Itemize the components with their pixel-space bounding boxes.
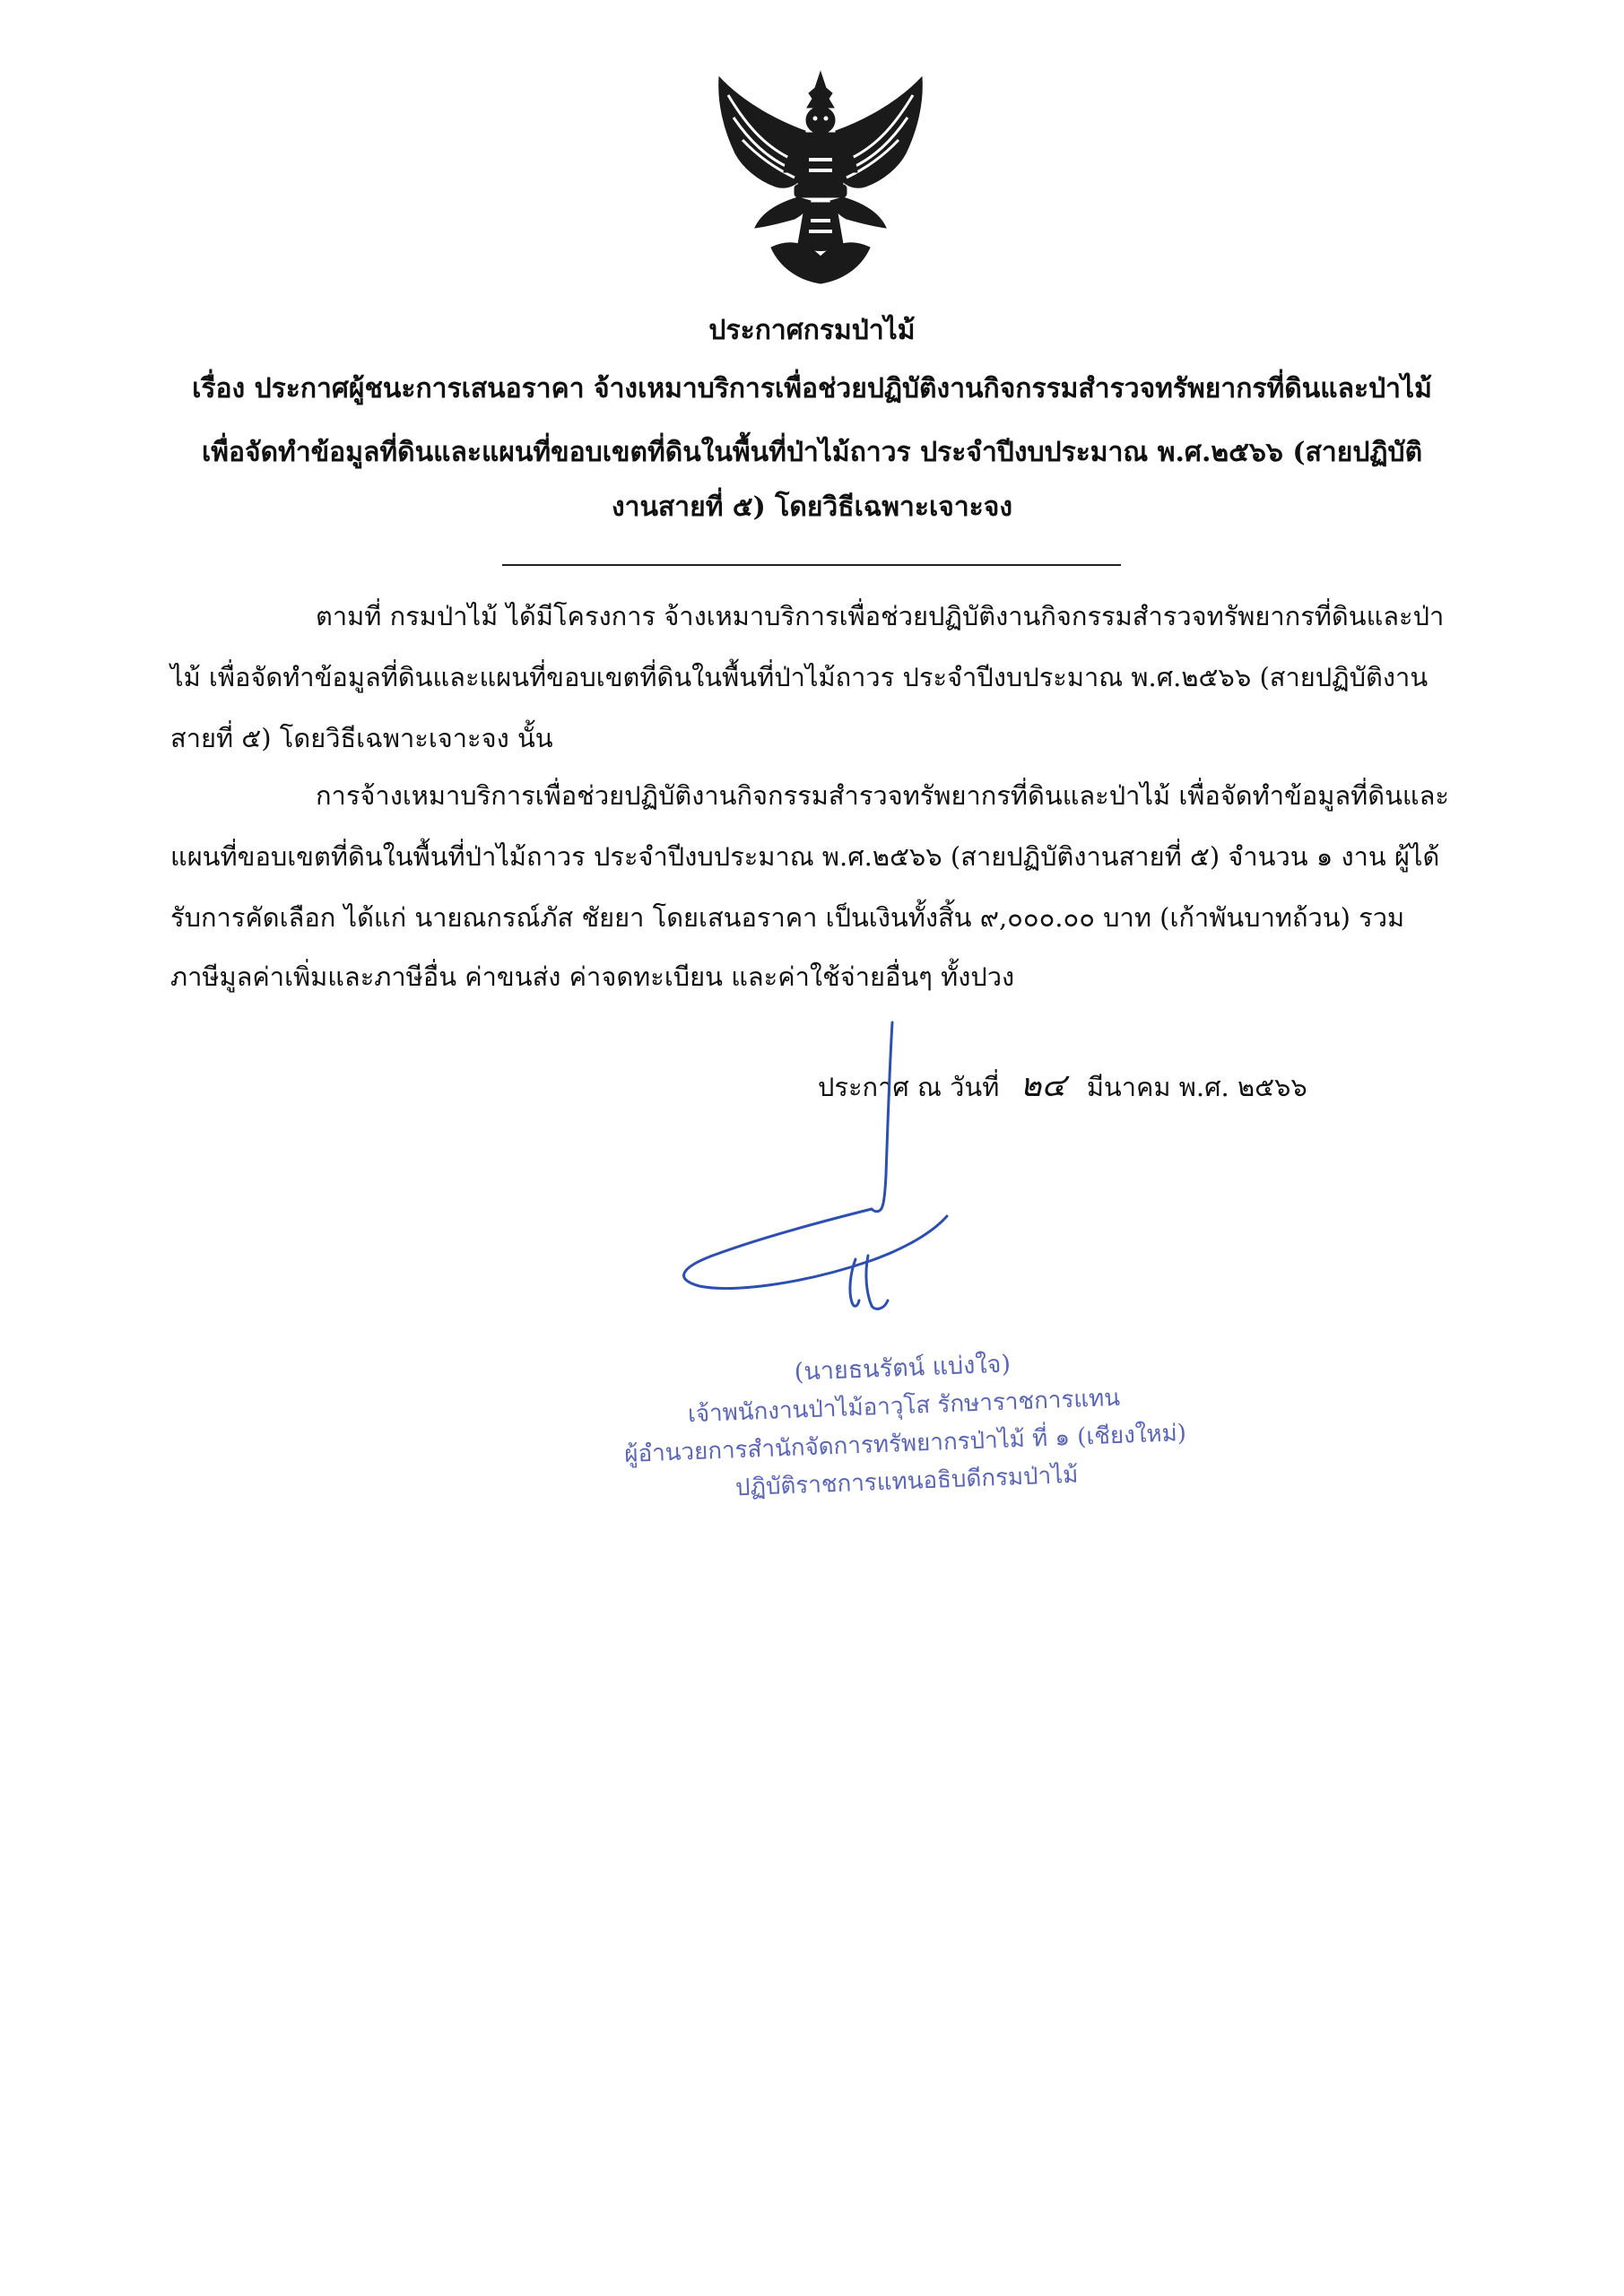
date-day: ๒๔ xyxy=(1020,1067,1066,1104)
date-month-year: มีนาคม พ.ศ. ๒๕๖๖ xyxy=(1086,1072,1307,1102)
signatory-name: (นายธนรัตน์ แบ่งใจ) xyxy=(794,1350,1012,1387)
paragraph-1-line-1: ตามที่ กรมป่าไม้ ได้มีโครงการ จ้างเหมาบริการเพื่อช่วยปฏิบัติงานกิจกรรมสำรวจทรัพยากรที่ดินและป่า xyxy=(316,601,1445,631)
paragraph-2-line-3: รับการคัดเลือก ได้แก่ นายณกรณ์ภัส ชัยยา โดยเสนอราคา เป็นเงินทั้งสิ้น ๙,๐๐๐.๐๐ บาท (เก้าพันบาทถ้วน) รวม xyxy=(170,902,1405,933)
subject-line-3: งานสายที่ ๕) โดยวิธีเฉพาะเจาะจง xyxy=(611,491,1013,523)
organization-title: ประกาศกรมป่าไม้ xyxy=(708,315,916,346)
signatory-position-3: ปฏิบัติราชการแทนอธิบดีกรมป่าไม้ xyxy=(734,1461,1079,1502)
paragraph-1-line-2: ไม้ เพื่อจัดทำข้อมูลที่ดินและแผนที่ขอบเขตที่ดินในพื้นที่ป่าไม้ถาวร ประจำปีงบประมาณ พ.ศ.๒๕๖๖ (สายปฏิบัติงาน xyxy=(170,662,1429,692)
subject-line-2: เพื่อจัดทำข้อมูลที่ดินและแผนที่ขอบเขตที่ดินในพื้นที่ป่าไม้ถาวร ประจำปีงบประมาณ พ.ศ.๒๕๖๖ (สายปฏิบัติ xyxy=(201,437,1423,468)
paragraph-2-line-2: แผนที่ขอบเขตที่ดินในพื้นที่ป่าไม้ถาวร ประจำปีงบประมาณ พ.ศ.๒๕๖๖ (สายปฏิบัติงานสายที่ ๕) จำนวน ๑ งาน ผู้ได้ xyxy=(170,841,1440,872)
signatory-position-2: ผู้อำนวยการสำนักจัดการทรัพยากรป่าไม้ ที่ ๑ (เชียงใหม่) xyxy=(623,1419,1187,1469)
signatory-position-1: เจ้าพนักงานป่าไม้อาวุโส รักษาราชการแทน xyxy=(687,1384,1121,1429)
garuda-emblem-icon xyxy=(708,68,933,287)
handwritten-signature-icon xyxy=(664,1013,1004,1327)
heading-divider xyxy=(502,564,1121,566)
paragraph-1-line-3: สายที่ ๕) โดยวิธีเฉพาะเจาะจง นั้น xyxy=(170,723,553,753)
subject-line-1: เรื่อง ประกาศผู้ชนะการเสนอราคา จ้างเหมาบริการเพื่อช่วยปฏิบัติงานกิจกรรมสำรวจทรัพยากรที่ดินและป่าไม้ xyxy=(192,373,1432,404)
paragraph-2-line-1: การจ้างเหมาบริการเพื่อช่วยปฏิบัติงานกิจกรรมสำรวจทรัพยากรที่ดินและป่าไม้ เพื่อจัดทำข้อมูลที่ดินและ xyxy=(316,780,1449,811)
date-prefix: ประกาศ ณ วันที่ xyxy=(818,1072,1000,1102)
paragraph-2-line-4: ภาษีมูลค่าเพิ่มและภาษีอื่น ค่าขนส่ง ค่าจดทะเบียน และค่าใช้จ่ายอื่นๆ ทั้งปวง xyxy=(170,961,1015,992)
signature-stamp xyxy=(579,1337,1232,1568)
